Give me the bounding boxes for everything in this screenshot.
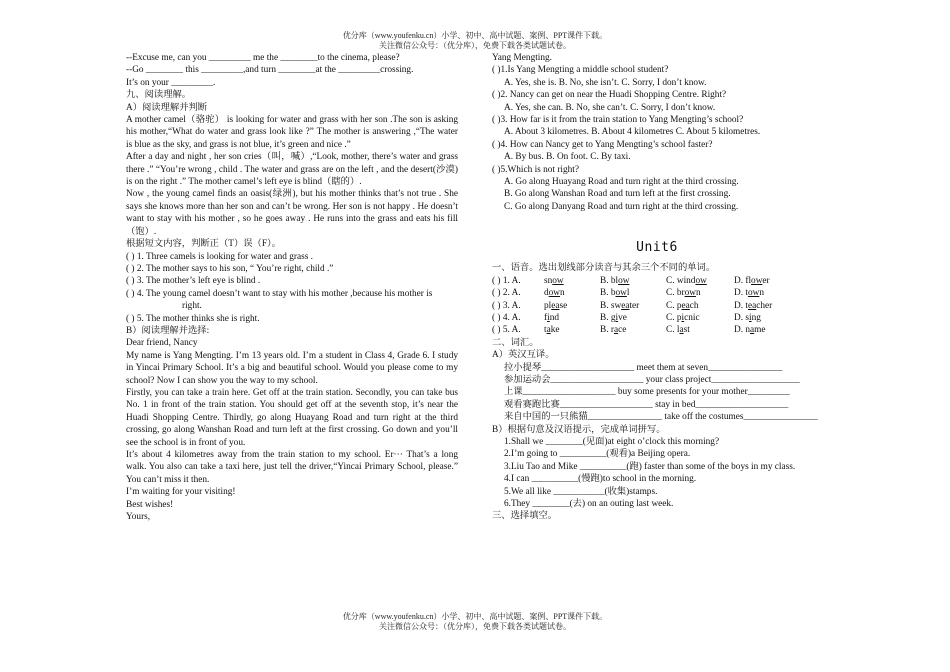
camel-paragraph-3: Now , the young camel finds an oasis(绿洲), but his mother thinks that’s not true . She says she knows more than her son and can’t be wrong. Her son is not happy . He doesn’t want to stay with his mother , so he goes away . He runs into the grass and eats his fill（饱）. [126,189,458,237]
choice-options-2: A. Yes, she can. B. No, she can’t. C. Sorry, I don’t know. [504,102,716,113]
letter-paragraph-3: It’s about 4 kilometres away from the train station to my school. Er··· That’s a long walk. You also can take a taxi here, just tell the driver,“Yincai Primary School, please.” You can’t miss it then. [126,450,458,485]
spelling-title: B）根据句意及汉语提示，完成单词拼写。 [492,424,666,435]
tf-question-1: ( ) 1. Three camels is looking for water and grass . [126,251,313,262]
phonics-option-a: find [544,312,559,323]
left-column [126,52,458,523]
translation-title: A）英汉互译。 [492,350,555,361]
reading-b-title: B）阅读理解并选择: [126,325,210,336]
header-line-2: 关注微信公众号：（优分库），免费下载各类试题试卷。 [379,41,571,50]
letter-paragraph-1: My name is Yang Mengting. I’m 13 years old. I’m a student in Class 4, Grade 6. I study in Yincai Primary School. It’s a big and beautiful school. Would you please come to my school? Now I can show you the way to my school. [126,350,458,386]
spelling-question-5: 5.We all like ___________(收集)stamps. [504,486,658,497]
camel-paragraph-2: After a day and night , her son cries（叫，喊）,“Look, mother, there’s water and grass there .” “You’re wrong , child . The water and grass are on the left , and the desert(沙漠) is on the right .” The mother camel’s left eye is blind（瞎的）. [126,152,458,188]
phonics-number: ( ) 2. A. [492,288,521,299]
translation-line-3: 上课____________________ buy some presents for your mother_________ [504,387,790,398]
spelling-question-4: 4.I can __________(慢跑)to school in the morning. [504,474,697,485]
phonics-option-c: C. picnic [666,312,700,323]
choice-question-4: ( )4. How can Nancy get to Yang Mengting’s school faster? [492,139,713,150]
phonics-number: ( ) 4. A. [492,312,521,323]
choice-options-1: A. Yes, she is. B. No, she isn’t. C. Sorry, I don’t know. [504,77,707,88]
phonics-option-d: D. teacher [734,300,773,311]
phonics-option-b: B. sweater [600,300,640,311]
right-column [492,52,822,523]
letter-paragraph-2: Firstly, you can take a train here. Get off at the train station. Secondly, you can take bus No. 1 in front of the train station. You should get off at the seventh stop, it’s near the Huadi Shopping Centre. Thirdly, go along Huayang Road and turn right at the third crossing, go along Wanshan Road and turn left at the first crossing. Go down and you’ll see the school is in front of you. [126,387,458,448]
phonics-option-c: C. peach [666,300,699,311]
phonics-option-b: B. give [600,312,627,323]
footer-line-1: 优分库（www.youfenku.cn）小学、初中、高中试题、案例、PPT课件下载。 [342,612,608,621]
phonics-row [492,287,822,299]
header-line-1: 优分库（www.youfenku.cn）小学、初中、高中试题、案例、PPT课件下载。 [342,31,608,40]
phonics-option-b: B. blow [600,275,630,286]
letter-closing-2: Best wishes! [126,499,174,510]
spelling-question-1: 1.Shall we ________(见面)at eight o’clock this morning? [504,436,720,447]
letter-closing-1: I’m waiting for your visiting! [126,487,236,498]
reading-a-title: A）阅读理解并判断 [126,102,208,113]
tf-question-4: ( ) 4. The young camel doesn’t want to stay with his mother ,because his mother is [126,288,433,299]
translation-line-4: 观看赛跑比赛____________________ stay in bed____________________ [504,399,789,410]
page-footer [0,612,950,632]
phonics-row [492,275,822,287]
page-header [0,31,950,51]
spelling-question-3: 3.Liu Tao and Mike __________(跑) faster than some of the boys in my class. [504,461,796,472]
dialogue-line-3: It’s on your _________. [126,77,216,88]
phonics-option-b: B. bowl [600,288,630,299]
phonics-number: ( ) 5. A. [492,325,521,336]
tf-question-2: ( ) 2. The mother says to his son, “ You’re right, child .” [126,263,334,274]
footer-line-2: 关注微信公众号：（优分库），免费下载各类试题试卷。 [379,622,571,631]
translation-line-2: 参加运动会____________________ your class project___________________ [504,374,800,385]
dialogue-line-2: --Go ________ this _________,and turn ________at the _________crossing. [126,65,414,76]
unit-title: Unit6 [636,240,678,256]
phonics-number: ( ) 1. A. [492,275,521,286]
camel-paragraph-1: A mother camel（骆驼） is looking for water and grass with her son .The son is asking his mother,“What do water and grass look like ?” The mother is answering ,“The water is blue as the sky, and grass is not blue, it’s green and nice .” [126,115,458,150]
phonics-option-c: C. window [666,275,707,286]
phonics-option-a: snow [544,275,564,286]
tf-instruction: 根据短文内容，判断正（T）误（F）。 [126,239,281,250]
translation-line-1: 拉小提琴____________________ meet them at seven________________ [504,362,783,373]
tf-question-3: ( ) 3. The mother’s left eye is blind . [126,276,261,287]
phonics-row [492,324,822,336]
choice-question-5: ( )5.Which is not right? [492,164,580,175]
phonics-option-b: B. race [600,325,627,336]
phonics-option-c: C. last [666,325,690,336]
phonics-option-a: down [544,288,565,299]
section-nine-title: 九、阅读理解。 [126,90,192,101]
phonics-row [492,312,822,324]
phonics-option-d: D. town [734,288,764,299]
translation-line-5: 来自中国的一只熊猫________________ take off the costumes________________ [504,412,818,423]
spelling-question-6: 6.They ________(去) on an outing last week. [504,499,674,509]
phonics-section-title: 一、语音。选出划线部分读音与其余三个不同的单词。 [492,263,716,274]
phonics-row [492,300,822,312]
choice-options-3: A. About 3 kilometres. B. About 4 kilometres C. About 5 kilometres. [504,127,761,138]
letter-signature: Yang Mengting. [492,53,553,63]
choice-question-1: ( )1.Is Yang Mengting a middle school student? [492,65,669,76]
choice-fill-section-title: 三、选择填空。 [492,511,558,522]
spelling-question-2: 2.I’m going to __________(观看)a Beijing opera. [504,449,691,460]
choice-option-5c: C. Go along Danyang Road and turn right at the third crossing. [504,201,739,212]
vocab-section-title: 二、词汇。 [492,337,539,348]
phonics-option-d: D. flower [734,275,770,286]
phonics-option-a: please [544,300,568,311]
choice-question-3: ( )3. How far is it from the train station to Yang Mengting’s school? [492,115,744,126]
tf-question-5: ( ) 5. The mother thinks she is right. [126,313,260,324]
choice-options-4: A. By bus. B. On foot. C. By taxi. [504,152,631,163]
letter-closing-3: Yours, [126,512,151,523]
choice-question-2: ( )2. Nancy can get on near the Huadi Shopping Centre. Right? [492,90,727,101]
phonics-questions [492,275,822,337]
letter-greeting: Dear friend, Nancy [126,338,198,349]
phonics-option-a: take [544,325,560,336]
dialogue-line-1: --Excuse me, can you _________ me the ________to the cinema, please? [126,53,400,63]
phonics-option-d: D. sing [734,312,761,323]
phonics-option-d: D. name [734,325,766,336]
choice-option-5b: B. Go along Wanshan Road and turn left at the first crossing. [504,189,731,200]
choice-option-5a: A. Go along Huayang Road and turn right at the third crossing. [504,177,739,188]
phonics-option-c: C. brown [666,288,701,299]
tf-question-4-cont: right. [182,301,202,312]
phonics-number: ( ) 3. A. [492,300,521,311]
